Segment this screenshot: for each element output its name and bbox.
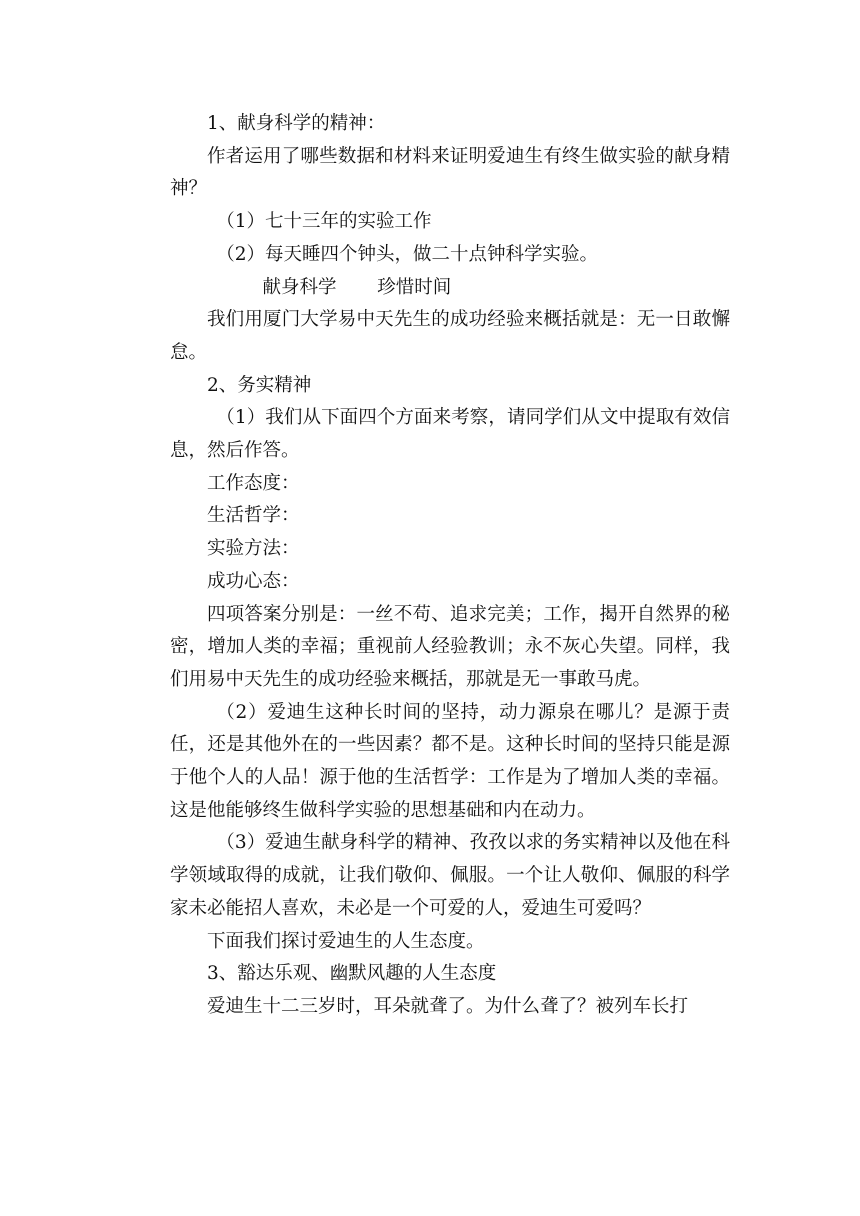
keyword-dedication: 献身科学	[262, 276, 337, 298]
motivation-paragraph: （2）爱迪生这种长时间的坚持，动力源泉在哪儿？是源于责任，还是其他外在的一些因素？都不是。这种长时间的坚持只能是源于他个人的人品！源于他的生活哲学：工作是为了增加人类的幸福。这是他能够终生做科学实验的思想基础和内在动力。	[170, 701, 730, 821]
summary-keywords	[170, 272, 730, 305]
aspect-experiment-method: 实验方法：	[207, 538, 300, 560]
transition-paragraph: 下面我们探讨爱迪生的人生态度。	[207, 930, 485, 952]
story-paragraph: 爱迪生十二三岁时，耳朵就聋了。为什么聋了？被列车长打	[207, 995, 689, 1017]
document-body	[170, 108, 730, 1024]
summary-paragraph: 我们用厦门大学易中天先生的成功经验来概括就是：无一日敢懈怠。	[170, 309, 730, 363]
section-heading-attitude: 3、豁达乐观、幽默风趣的人生态度	[207, 963, 497, 985]
aspect-work-attitude: 工作态度：	[207, 472, 300, 494]
list-item-2: （2）每天睡四个钟头，做二十点钟科学实验。	[216, 243, 599, 265]
section-heading-dedication: 1、献身科学的精神：	[207, 113, 386, 134]
section-heading-pragmatic: 2、务实精神	[207, 374, 312, 396]
admiration-paragraph: （3）爱迪生献身科学的精神、孜孜以求的务实精神以及他在科学领域取得的成就，让我们敬仰、佩服。一个让人敬仰、佩服的科学家未必能招人喜欢，未必是一个可爱的人，爱迪生可爱吗？	[170, 832, 730, 919]
answers-paragraph: 四项答案分别是：一丝不苟、追求完美；工作，揭开自然界的秘密，增加人类的幸福；重视前人经验教训；永不灰心失望。同样，我们用易中天先生的成功经验来概括，那就是无一事敢马虎。	[170, 603, 730, 690]
task-paragraph: （1）我们从下面四个方面来考察，请同学们从文中提取有效信息，然后作答。	[170, 407, 730, 462]
question-paragraph: 作者运用了哪些数据和材料来证明爱迪生有终生做实验的献身精神？	[170, 145, 730, 200]
keyword-cherish-time: 珍惜时间	[377, 276, 452, 298]
aspect-success-mindset: 成功心态：	[207, 570, 300, 592]
aspect-life-philosophy: 生活哲学：	[207, 505, 300, 527]
list-item-1: （1）七十三年的实验工作	[216, 211, 432, 233]
